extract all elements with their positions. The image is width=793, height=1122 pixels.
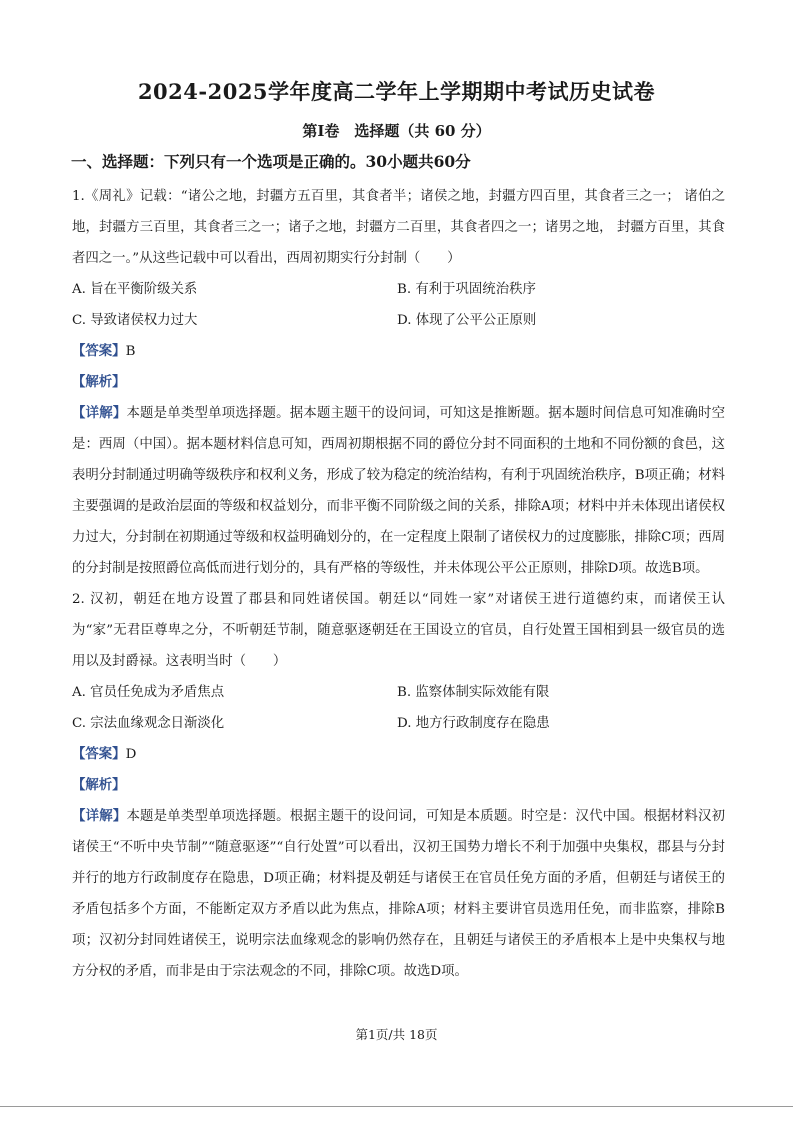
- analysis-label: 【解析】: [72, 374, 126, 390]
- option-d: D. 地方行政制度存在隐患: [397, 716, 550, 731]
- option-a: A. 官员任免成为矛盾焦点: [72, 685, 225, 700]
- options-row: [72, 708, 725, 739]
- options-row: [72, 274, 725, 305]
- answer-value: B: [125, 344, 136, 359]
- section-heading: 一、选择题：下列只有一个选项是正确的。30小题共60分: [71, 152, 471, 171]
- answer-line: [72, 336, 725, 367]
- question-1: [72, 181, 725, 584]
- detail-paragraph: [72, 398, 725, 584]
- page-divider: [0, 1106, 793, 1107]
- question-stem: 2. 汉初，朝廷在地方设置了郡县和同姓诸侯国。朝廷以“同姓一家”对诸侯王进行道德约束，而诸侯王认为“家”无君臣尊卑之分，不听朝廷节制，随意驱逐朝廷在王国设立的官员，自行处置王国相到县一级官员的选用以及封爵禄。这表明当时（ ）: [72, 592, 725, 669]
- option-a: A. 旨在平衡阶级关系: [72, 282, 198, 297]
- detail-label: 【详解】: [72, 405, 127, 421]
- detail-paragraph: [72, 801, 725, 987]
- options-row: [72, 305, 725, 336]
- detail-text: 本题是单类型单项选择题。据本题主题干的设问词，可知这是推断题。据本题时间信息可知准确时空是：西周（中国）。据本题材料信息可知，西周初期根据不同的爵位分封不同面积的土地和不同份额的食邑，这表明分封制通过明确等级秩序和权利义务，形成了较为稳定的统治结构，有利于巩固统治秩序，B项正确；材料主要强调的是政治层面的等级和权益划分，而非平衡不同阶级之间的关系，排除A项；材料中并未体现出诸侯权力过大，分封制在初期通过等级和权益明确划分的，在一定程度上限制了诸侯权力的过度膨胀，排除C项；西周的分封制是按照爵位高低而进行划分的，具有严格的等级性，并未体现公平公正原则，排除D项。故选B项。: [72, 406, 725, 576]
- option-c: C. 宗法血缘观念日渐淡化: [72, 716, 225, 731]
- option-c: C. 导致诸侯权力过大: [72, 313, 198, 328]
- detail-text: 本题是单类型单项选择题。根据主题干的设问词，可知是本质题。时空是：汉代中国。根据材料汉初诸侯王“不听中央节制”“随意驱逐”“自行处置”可以看出，汉初王国势力增长不利于加强中央集权，郡县与分封并行的地方行政制度存在隐患，D项正确；材料提及朝廷与诸侯王在官员任免方面的矛盾，但朝廷与诸侯王的矛盾包括多个方面，不能断定双方矛盾以此为焦点，排除A项；材料主要讲官员选用任免，而非监察，排除B项；汉初分封同姓诸侯王，说明宗法血缘观念的影响仍然存在，且朝廷与诸侯王的矛盾根本上是中央集权与地方分权的矛盾，而非是由于宗法观念的不同，排除C项。故选D项。: [72, 809, 725, 979]
- analysis-line: [72, 770, 725, 801]
- analysis-line: [72, 367, 725, 398]
- option-d: D. 体现了公平公正原则: [397, 313, 537, 328]
- option-b: B. 有利于巩固统治秩序: [397, 282, 536, 297]
- detail-label: 【详解】: [72, 808, 127, 824]
- part-subtitle: 第Ⅰ卷 选择题（共 60 分）: [302, 122, 491, 140]
- question-2: [72, 584, 725, 987]
- page-footer: 第1页/共 18页: [355, 1027, 438, 1042]
- options-row: [72, 677, 725, 708]
- answer-value: D: [125, 747, 137, 762]
- questions-content: [72, 181, 725, 987]
- option-b: B. 监察体制实际效能有限: [397, 685, 550, 700]
- exam-title: 2024-2025学年度高二学年上学期期中考试历史试卷: [137, 79, 656, 104]
- answer-label: 【答案】: [72, 746, 126, 762]
- answer-label: 【答案】: [72, 343, 126, 359]
- question-stem: 1.《周礼》记载：“诸公之地，封疆方五百里，其食者半；诸侯之地，封疆方四百里，其食者三之一； 诸伯之地，封疆方三百里，其食者三之一；诸子之地，封疆方二百里，其食者四之一；诸男之地， 封疆方百里，其食者四之一。”从这些记载中可以看出，西周初期实行分封制（ ）: [72, 189, 725, 266]
- answer-line: [72, 739, 725, 770]
- analysis-label: 【解析】: [72, 777, 126, 793]
